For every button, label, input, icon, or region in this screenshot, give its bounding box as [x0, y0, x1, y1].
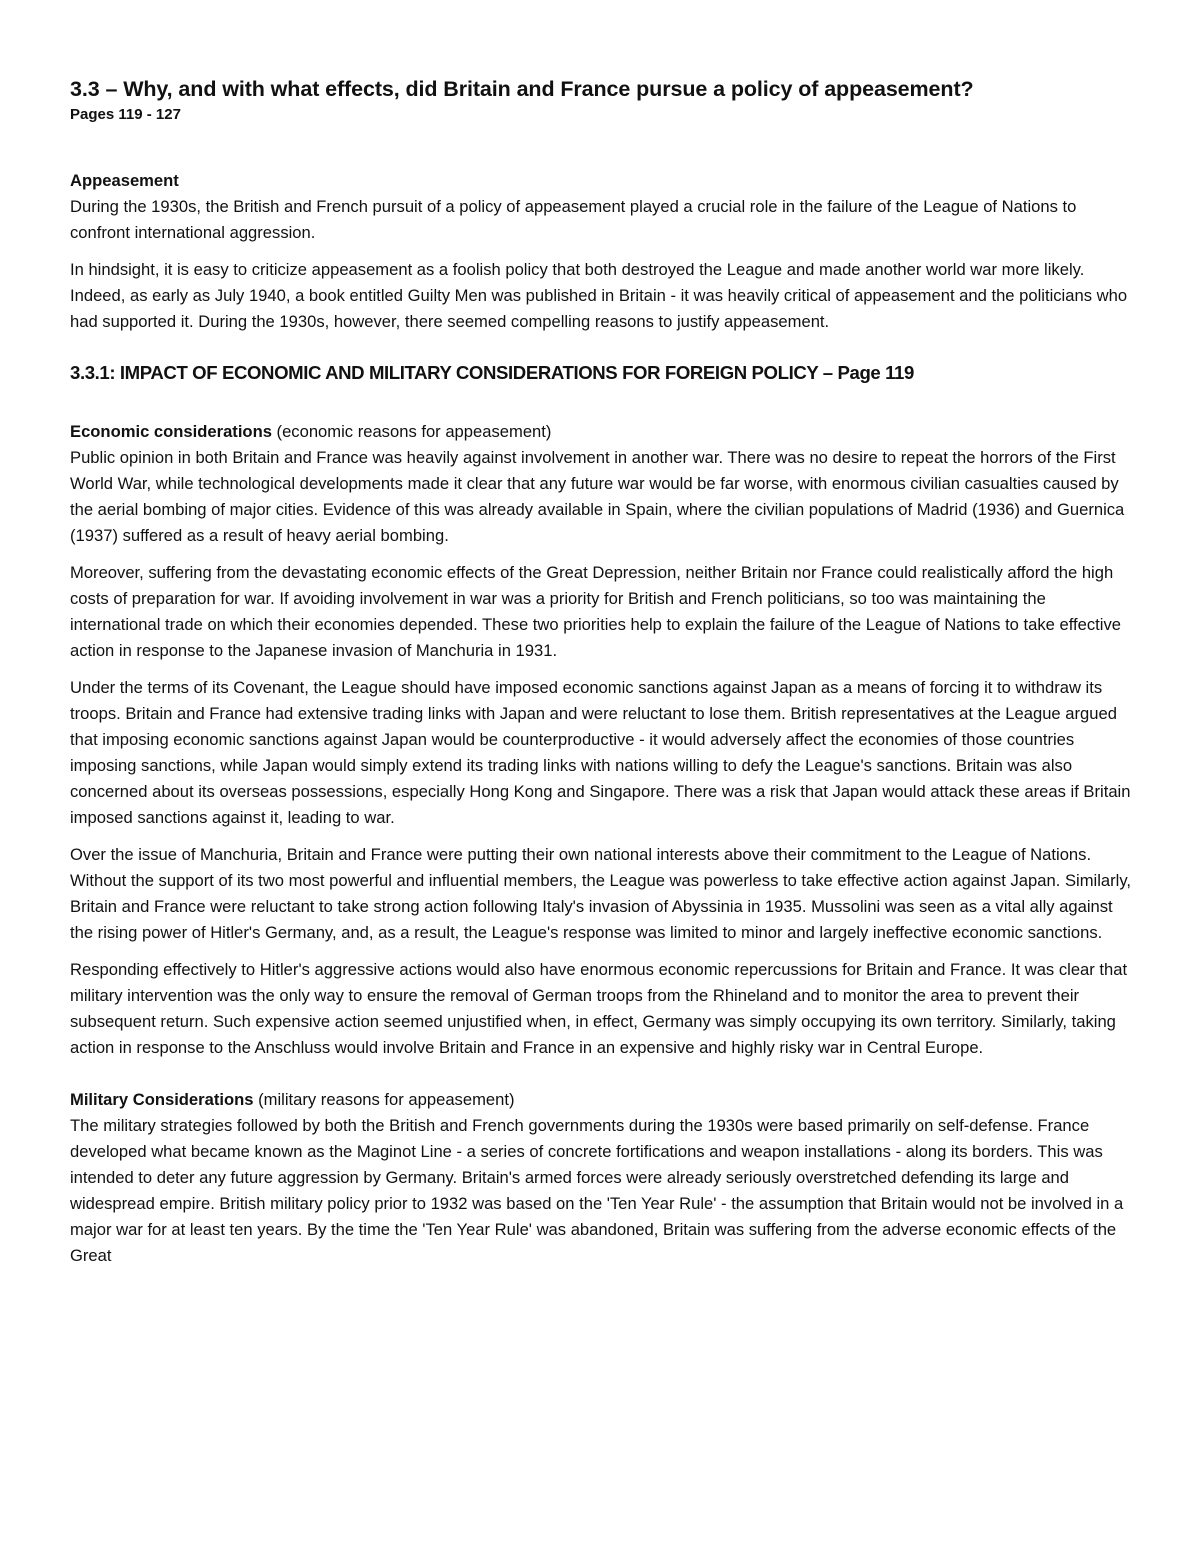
economic-heading	[70, 419, 1132, 445]
section-heading: 3.3.1: IMPACT OF ECONOMIC AND MILITARY CONSIDERATIONS FOR FOREIGN POLICY – Page 119	[70, 362, 914, 383]
economic-heading-label: Economic considerations	[70, 422, 272, 441]
appeasement-paragraph: During the 1930s, the British and French pursuit of a policy of appeasement played a crucial role in the failure of the League of Nations to confront international aggression.	[70, 197, 1077, 242]
page-title: 3.3 – Why, and with what effects, did Britain and France pursue a policy of appeasement?	[70, 77, 974, 101]
military-heading-label: Military Considerations	[70, 1090, 254, 1109]
economic-paragraph: Public opinion in both Britain and France was heavily against involvement in another war. There was no desire to repeat the horrors of the First World War, while technological developments made it clear that any future war would be far worse, with enormous civilian casualties caused by the aerial bombing of major cities. Evidence of this was already available in Spain, where the civilian populations of Madrid (1936) and Guernica (1937) suffered as a result of heavy aerial bombing.	[70, 448, 1125, 545]
military-heading	[70, 1087, 1132, 1113]
military-section	[70, 1087, 1132, 1269]
document-page	[70, 74, 1132, 1280]
appeasement-section	[70, 168, 1132, 335]
economic-section	[70, 419, 1132, 1061]
economic-paragraph: Moreover, suffering from the devastating economic effects of the Great Depression, neither Britain nor France could realistically afford the high costs of preparation for war. If avoiding involvement in war was a priority for British and French politicians, so too was maintaining the international trade on which their economies depended. These two priorities help to explain the failure of the League of Nations to take effective action in response to the Japanese invasion of Manchuria in 1931.	[70, 563, 1121, 660]
economic-paragraph: Under the terms of its Covenant, the League should have imposed economic sanctions against Japan as a means of forcing it to withdraw its troops. Britain and France had extensive trading links with Japan and were reluctant to lose them. British representatives at the League argued that imposing economic sanctions against Japan would be counterproductive - it would adversely affect the economies of those countries imposing sanctions, while Japan would simply extend its trading links with nations willing to defy the League's sanctions. Britain was also concerned about its overseas possessions, especially Hong Kong and Singapore. There was a risk that Japan would attack these areas if Britain imposed sanctions against it, leading to war.	[70, 678, 1131, 827]
military-paragraph: The military strategies followed by both the British and French governments during the 1930s were based primarily on self-defense. France developed what became known as the Maginot Line - a series of concrete fortifications and weapon installations - along its borders. This was intended to deter any future aggression by Germany. Britain's armed forces were already seriously overstretched defending its large and widespread empire. British military policy prior to 1932 was based on the 'Ten Year Rule' - the assumption that Britain would not be involved in a major war for at least ten years. By the time the 'Ten Year Rule' was abandoned, Britain was suffering from the adverse economic effects of the Great	[70, 1116, 1124, 1265]
economic-paragraph: Over the issue of Manchuria, Britain and France were putting their own national interests above their commitment to the League of Nations. Without the support of its two most powerful and influential members, the League was powerless to take effective action against Japan. Similarly, Britain and France were reluctant to take strong action following Italy's invasion of Abyssinia in 1935. Mussolini was seen as a vital ally against the rising power of Hitler's Germany, and, as a result, the League's response was limited to minor and largely ineffective economic sanctions.	[70, 845, 1132, 942]
appeasement-paragraph: In hindsight, it is easy to criticize appeasement as a foolish policy that both destroyed the League and made another world war more likely. Indeed, as early as July 1940, a book entitled Guilty Men was published in Britain - it was heavily critical of appeasement and the politicians who had supported it. During the 1930s, however, there seemed compelling reasons to justify appeasement.	[70, 260, 1128, 331]
pages-reference: Pages 119 - 127	[70, 106, 181, 123]
military-heading-subtitle: (military reasons for appeasement)	[253, 1090, 515, 1109]
economic-paragraph: Responding effectively to Hitler's aggressive actions would also have enormous economic repercussions for Britain and France. It was clear that military intervention was the only way to ensure the removal of German troops from the Rhineland and to monitor the area to prevent their subsequent return. Such expensive action seemed unjustified when, in effect, Germany was simply occupying its own territory. Similarly, taking action in response to the Anschluss would involve Britain and France in an expensive and highly risky war in Central Europe.	[70, 960, 1128, 1057]
appeasement-heading: Appeasement	[70, 171, 179, 190]
economic-heading-subtitle: (economic reasons for appeasement)	[271, 422, 552, 441]
